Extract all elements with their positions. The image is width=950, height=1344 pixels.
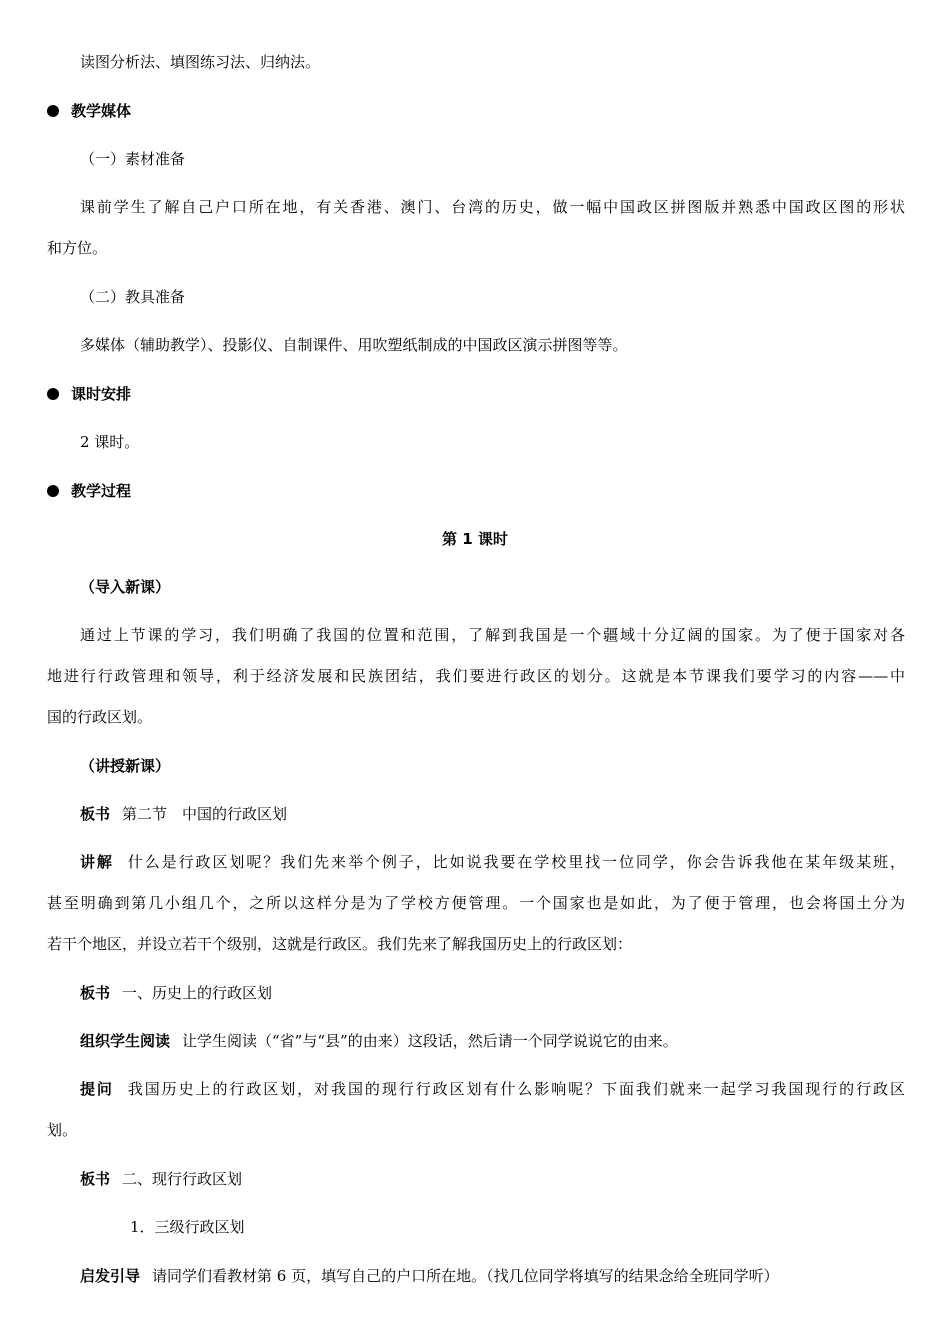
ask-text-1: 我国历史上的行政区划，对我国的现行行政区划有什么影响呢？下面我们就来一起学习我国现行的行政区 [125,1080,905,1098]
intro-line-1: 通过上节课的学习，我们明确了我国的位置和范围，了解到我国是一个疆域十分辽阔的国家。为了便于国家对各 [80,626,905,644]
intro-line-2: 地进行行政管理和领导，利于经济发展和民族团结，我们要进行政区的划分。这就是本节课我们要学习的内容——中 [47,667,905,685]
explain-line-1 [80,851,905,873]
schedule-heading-label: 课时安排 [71,385,132,403]
materials-text-line-2: 和方位。 [47,239,108,257]
board-3 [80,1168,905,1190]
read-activity [80,1030,905,1052]
bullet-icon [47,105,59,117]
ask-label: 提问 [80,1080,114,1098]
lesson-title: 第 1 课时 [442,530,508,548]
intro-line-3: 国的行政区划。 [47,708,153,726]
ask-line-2: 划。 [47,1121,78,1139]
explain-line-2: 甚至明确到第几小组几个，之所以这样分是为了学校方便管理。一个国家也是如此，为了便于管理，也会将国土分为 [47,894,905,912]
guide-activity [80,1265,905,1287]
board-1 [80,803,905,825]
board-2-text: 一、历史上的行政区划 [122,984,273,1002]
explain-line-3: 若干个地区，并设立若干个级别，这就是行政区。我们先来了解我国历史上的行政区划： [47,935,633,953]
materials-subheading: （一）素材准备 [80,150,186,168]
process-heading [47,480,131,502]
read-text: 让学生阅读（“省”与“县”的由来）这段话，然后请一个同学说说它的由来。 [182,1032,678,1050]
board-3-text: 二、现行行政区划 [122,1170,243,1188]
bullet-icon [47,485,59,497]
tools-subheading: （二）教具准备 [80,288,186,306]
methods-text: 读图分析法、填图练习法、归纳法。 [80,53,321,71]
schedule-heading [47,383,131,405]
new-lesson-heading: （讲授新课） [80,757,171,775]
board-1-text: 第二节 中国的行政区划 [122,805,288,823]
schedule-text: 2 课时。 [80,433,140,451]
tools-text: 多媒体（辅助教学）、投影仪、自制课件、用吹塑纸制成的中国政区演示拼图等等。 [80,336,628,354]
media-heading-label: 教学媒体 [71,102,132,120]
guide-text: 请同学们看教材第 6 页，填写自己的户口所在地。（找几位同学将填写的结果念给全班同学听） [152,1267,779,1285]
guide-label: 启发引导 [80,1267,141,1285]
media-heading [47,100,131,122]
read-label: 组织学生阅读 [80,1032,171,1050]
board-2 [80,982,905,1004]
intro-heading: （导入新课） [80,578,171,596]
process-heading-label: 教学过程 [71,482,132,500]
sub-item: 1．三级行政区划 [130,1218,245,1236]
bullet-icon [47,388,59,400]
explain-label: 讲解 [80,853,114,871]
board-2-label: 板书 [80,984,111,1002]
explain-text-1: 什么是行政区划呢？我们先来举个例子，比如说我要在学校里找一位同学，你会告诉我他在某年级某班， [125,853,905,871]
materials-text-line-1: 课前学生了解自己户口所在地，有关香港、澳门、台湾的历史，做一幅中国政区拼图版并熟悉中国政区图的形状 [80,198,905,216]
board-1-label: 板书 [80,805,111,823]
board-3-label: 板书 [80,1170,111,1188]
ask-line-1 [80,1078,905,1100]
